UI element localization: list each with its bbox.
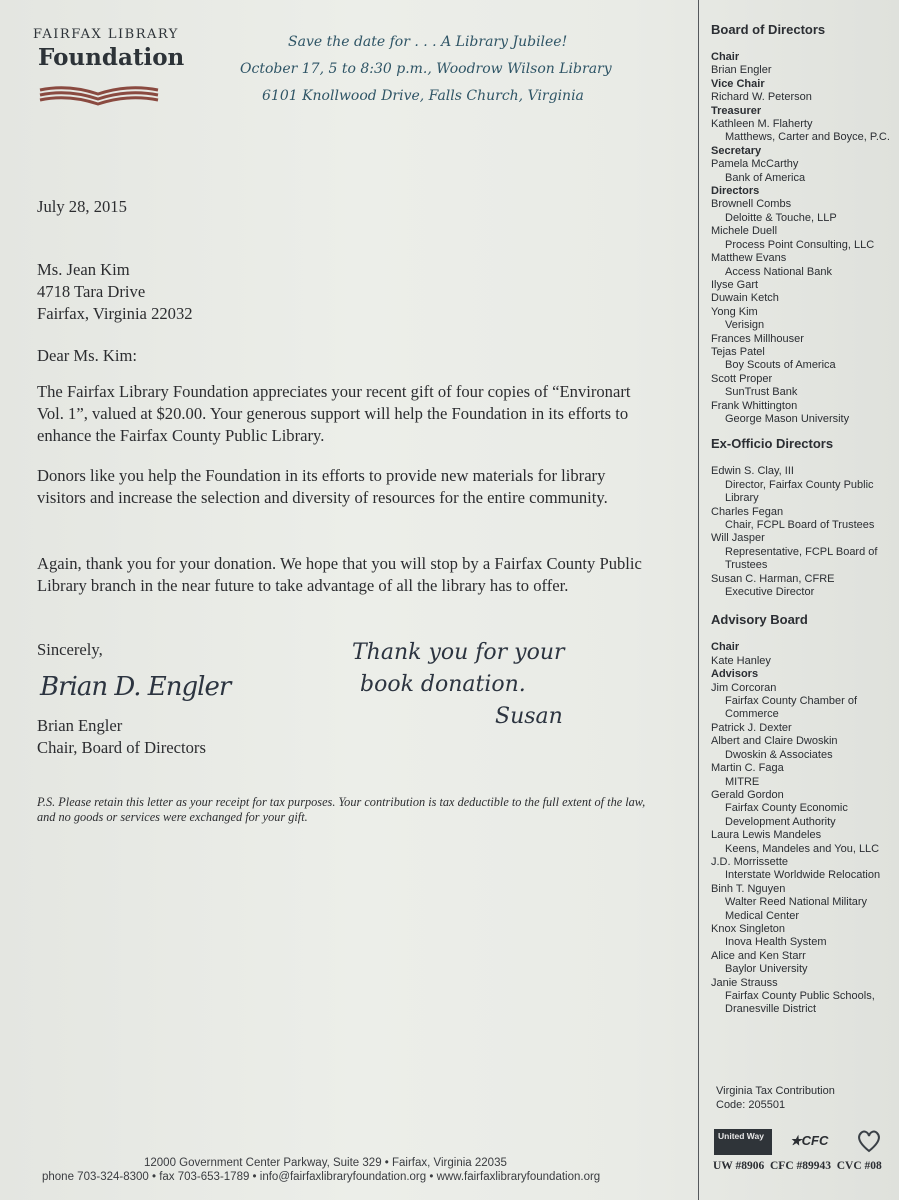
board-aff-27: George Mason University (725, 412, 850, 425)
letter-date: July 28, 2015 (37, 197, 127, 216)
advisory-role-0: Chair (711, 641, 740, 654)
column-divider (698, 0, 699, 1200)
exofficio-aff-5: Representative, FCPL Board of Trustees (725, 545, 878, 572)
footer-address: 12000 Government Center Parkway, Suite 329 • Fairfax, Virginia 22035 (144, 1157, 507, 1169)
board-list (711, 51, 899, 426)
advisory-name-16: Binh T. Nguyen (711, 882, 786, 895)
advisory-aff-9: MITRE (725, 775, 760, 788)
exofficio-aff-3: Chair, FCPL Board of Trustees (725, 519, 875, 531)
advisory-heading: Advisory Board (711, 612, 808, 628)
advisory-aff-7: Dwoskin & Associates (725, 748, 833, 761)
board-aff-6: Matthews, Carter and Boyce, P.C. (725, 131, 890, 144)
recipient-address (37, 259, 193, 325)
board-name-11: Brownell Combs (711, 198, 792, 211)
board-aff-16: Access National Bank (725, 265, 832, 278)
org-name-line2: Foundation (38, 44, 185, 71)
board-name-5: Kathleen M. Flaherty (711, 118, 813, 131)
tax-code (716, 1084, 835, 1112)
board-name-24: Scott Proper (711, 372, 773, 385)
board-role-0: Chair (711, 51, 740, 63)
cfc-logo-text: CFC (801, 1133, 829, 1148)
advisory-aff-23: Fairfax County Public Schools, Dranesville District (725, 990, 875, 1016)
board-name-22: Tejas Patel (711, 345, 765, 358)
advisory-name-3: Jim Corcoran (711, 681, 777, 694)
signer-name: Brian Engler (37, 716, 123, 735)
exofficio-aff-1: Director, Fairfax County Public Library (725, 478, 874, 505)
board-aff-23: Boy Scouts of America (725, 359, 836, 372)
board-role-4: Treasurer (711, 104, 762, 117)
postscript: P.S. Please retain this letter as your receipt for tax purposes. Your contribution is tax deductible to the full extent of the law, and no goods or services were exchanged for your gift. (37, 795, 646, 824)
advisory-aff-4: Fairfax County Chamber of Commerce (725, 695, 858, 721)
advisory-aff-17: Walter Reed National Military Medical Center (725, 896, 868, 922)
board-name-13: Michele Duell (711, 225, 778, 238)
advisory-name-20: Alice and Ken Starr (711, 949, 806, 962)
advisory-name-18: Knox Singleton (711, 922, 785, 935)
exofficio-heading: Ex-Officio Directors (711, 436, 834, 452)
cfc-code: CFC #89943 (769, 1160, 831, 1172)
advisory-aff-15: Interstate Worldwide Relocation (725, 869, 881, 882)
advisory-role-2: Advisors (711, 668, 759, 681)
board-heading: Board of Directors (711, 22, 826, 37)
sidebar (711, 22, 899, 1017)
exofficio-name-4: Will Jasper (711, 532, 765, 545)
advisory-aff-13: Keens, Mandeles and You, LLC (725, 842, 880, 855)
tax-line-2: Code: 205501 (716, 1099, 786, 1111)
advisory-aff-11: Fairfax County Economic Development Authority (725, 802, 848, 828)
exofficio-name-6: Susan C. Harman, CFRE (711, 572, 835, 585)
save-date-line-1: Save the date for . . . A Library Jubilee! (288, 34, 568, 50)
board-aff-9: Bank of America (725, 171, 806, 184)
board-name-17: Ilyse Gart (711, 278, 759, 291)
exofficio-name-0: Edwin S. Clay, III (711, 465, 794, 478)
body-paragraph-1: The Fairfax Library Foundation appreciates your recent gift of four copies of “Environart Vol. 1”, valued at $20.00. Your generous support will help the Foundation in its efforts to enhance the Fairfax County Public Library. (37, 382, 631, 445)
advisory-name-12: Laura Lewis Mandeles (711, 829, 822, 842)
board-aff-20: Verisign (725, 319, 765, 332)
advisory-aff-19: Inova Health System (725, 936, 827, 949)
board-name-8: Pamela McCarthy (711, 158, 799, 171)
body-paragraph-2: Donors like you help the Foundation in its efforts to provide new materials for library visitors and increase the selection and diversity of resources for the entire community. (37, 466, 608, 507)
advisory-name-1: Kate Hanley (711, 654, 771, 667)
recipient-city: Fairfax, Virginia 22032 (37, 304, 193, 323)
recipient-name: Ms. Jean Kim (37, 260, 130, 279)
advisory-name-6: Albert and Claire Dwoskin (711, 735, 838, 748)
advisory-name-10: Gerald Gordon (711, 788, 784, 801)
signer-title: Chair, Board of Directors (37, 738, 206, 757)
board-role-7: Secretary (711, 144, 762, 157)
cvc-code: CVC #08 (836, 1160, 882, 1172)
advisory-name-22: Janie Strauss (711, 976, 778, 989)
tax-line-1: Virginia Tax Contribution (716, 1085, 835, 1097)
board-name-18: Duwain Ketch (711, 292, 779, 305)
handwritten-note-signature: Susan (495, 704, 563, 729)
board-role-2: Vice Chair (711, 77, 765, 90)
org-name-line1: FAIRFAX LIBRARY (33, 27, 179, 42)
united-way-logo: United Way (714, 1129, 772, 1155)
board-name-3: Richard W. Peterson (711, 91, 812, 104)
footer-contact: phone 703-324-8300 • fax 703-653-1789 • info@fairfaxlibraryfoundation.org • www.fairfaxlibraryfoundation.org (42, 1171, 601, 1183)
board-aff-25: SunTrust Bank (725, 386, 798, 399)
charity-codes (713, 1160, 882, 1172)
heart-logo-icon (855, 1127, 883, 1153)
board-name-1: Brian Engler (711, 64, 772, 77)
board-name-21: Frances Millhouser (711, 332, 804, 345)
board-role-10: Directors (711, 185, 760, 198)
board-aff-14: Process Point Consulting, LLC (725, 238, 875, 251)
uw-code: UW #8906 (713, 1160, 765, 1172)
advisory-name-14: J.D. Morrissette (711, 855, 789, 868)
handwritten-note-line-1: Thank you for your (352, 640, 565, 665)
salutation: Dear Ms. Kim: (37, 346, 138, 365)
exofficio-name-2: Charles Fegan (711, 505, 784, 518)
advisory-aff-21: Baylor University (725, 963, 808, 976)
closing: Sincerely, (37, 640, 103, 659)
advisory-name-5: Patrick J. Dexter (711, 721, 792, 734)
save-date-line-3: 6101 Knollwood Drive, Falls Church, Virginia (262, 88, 584, 104)
board-aff-12: Deloitte & Touche, LLP (725, 211, 837, 224)
star-icon: ★ (790, 1133, 802, 1148)
exofficio-list (711, 465, 891, 599)
handwritten-note-line-2: book donation. (360, 672, 526, 697)
signature: Brian D. Engler (40, 672, 231, 702)
book-logo-icon (38, 84, 160, 106)
board-name-19: Yong Kim (711, 305, 758, 318)
recipient-street: 4718 Tara Drive (37, 282, 146, 301)
cfc-logo (790, 1133, 828, 1149)
advisory-list (711, 641, 895, 1016)
board-name-26: Frank Whittington (711, 399, 798, 412)
save-date-line-2: October 17, 5 to 8:30 p.m., Woodrow Wilson Library (240, 61, 612, 77)
body-paragraph-3: Again, thank you for your donation. We hope that you will stop by a Fairfax County Public Library branch in the near future to take advantage of all the library has to offer. (37, 554, 642, 595)
exofficio-aff-7: Executive Director (725, 586, 815, 599)
advisory-name-8: Martin C. Faga (711, 762, 784, 775)
board-name-15: Matthew Evans (711, 252, 787, 265)
